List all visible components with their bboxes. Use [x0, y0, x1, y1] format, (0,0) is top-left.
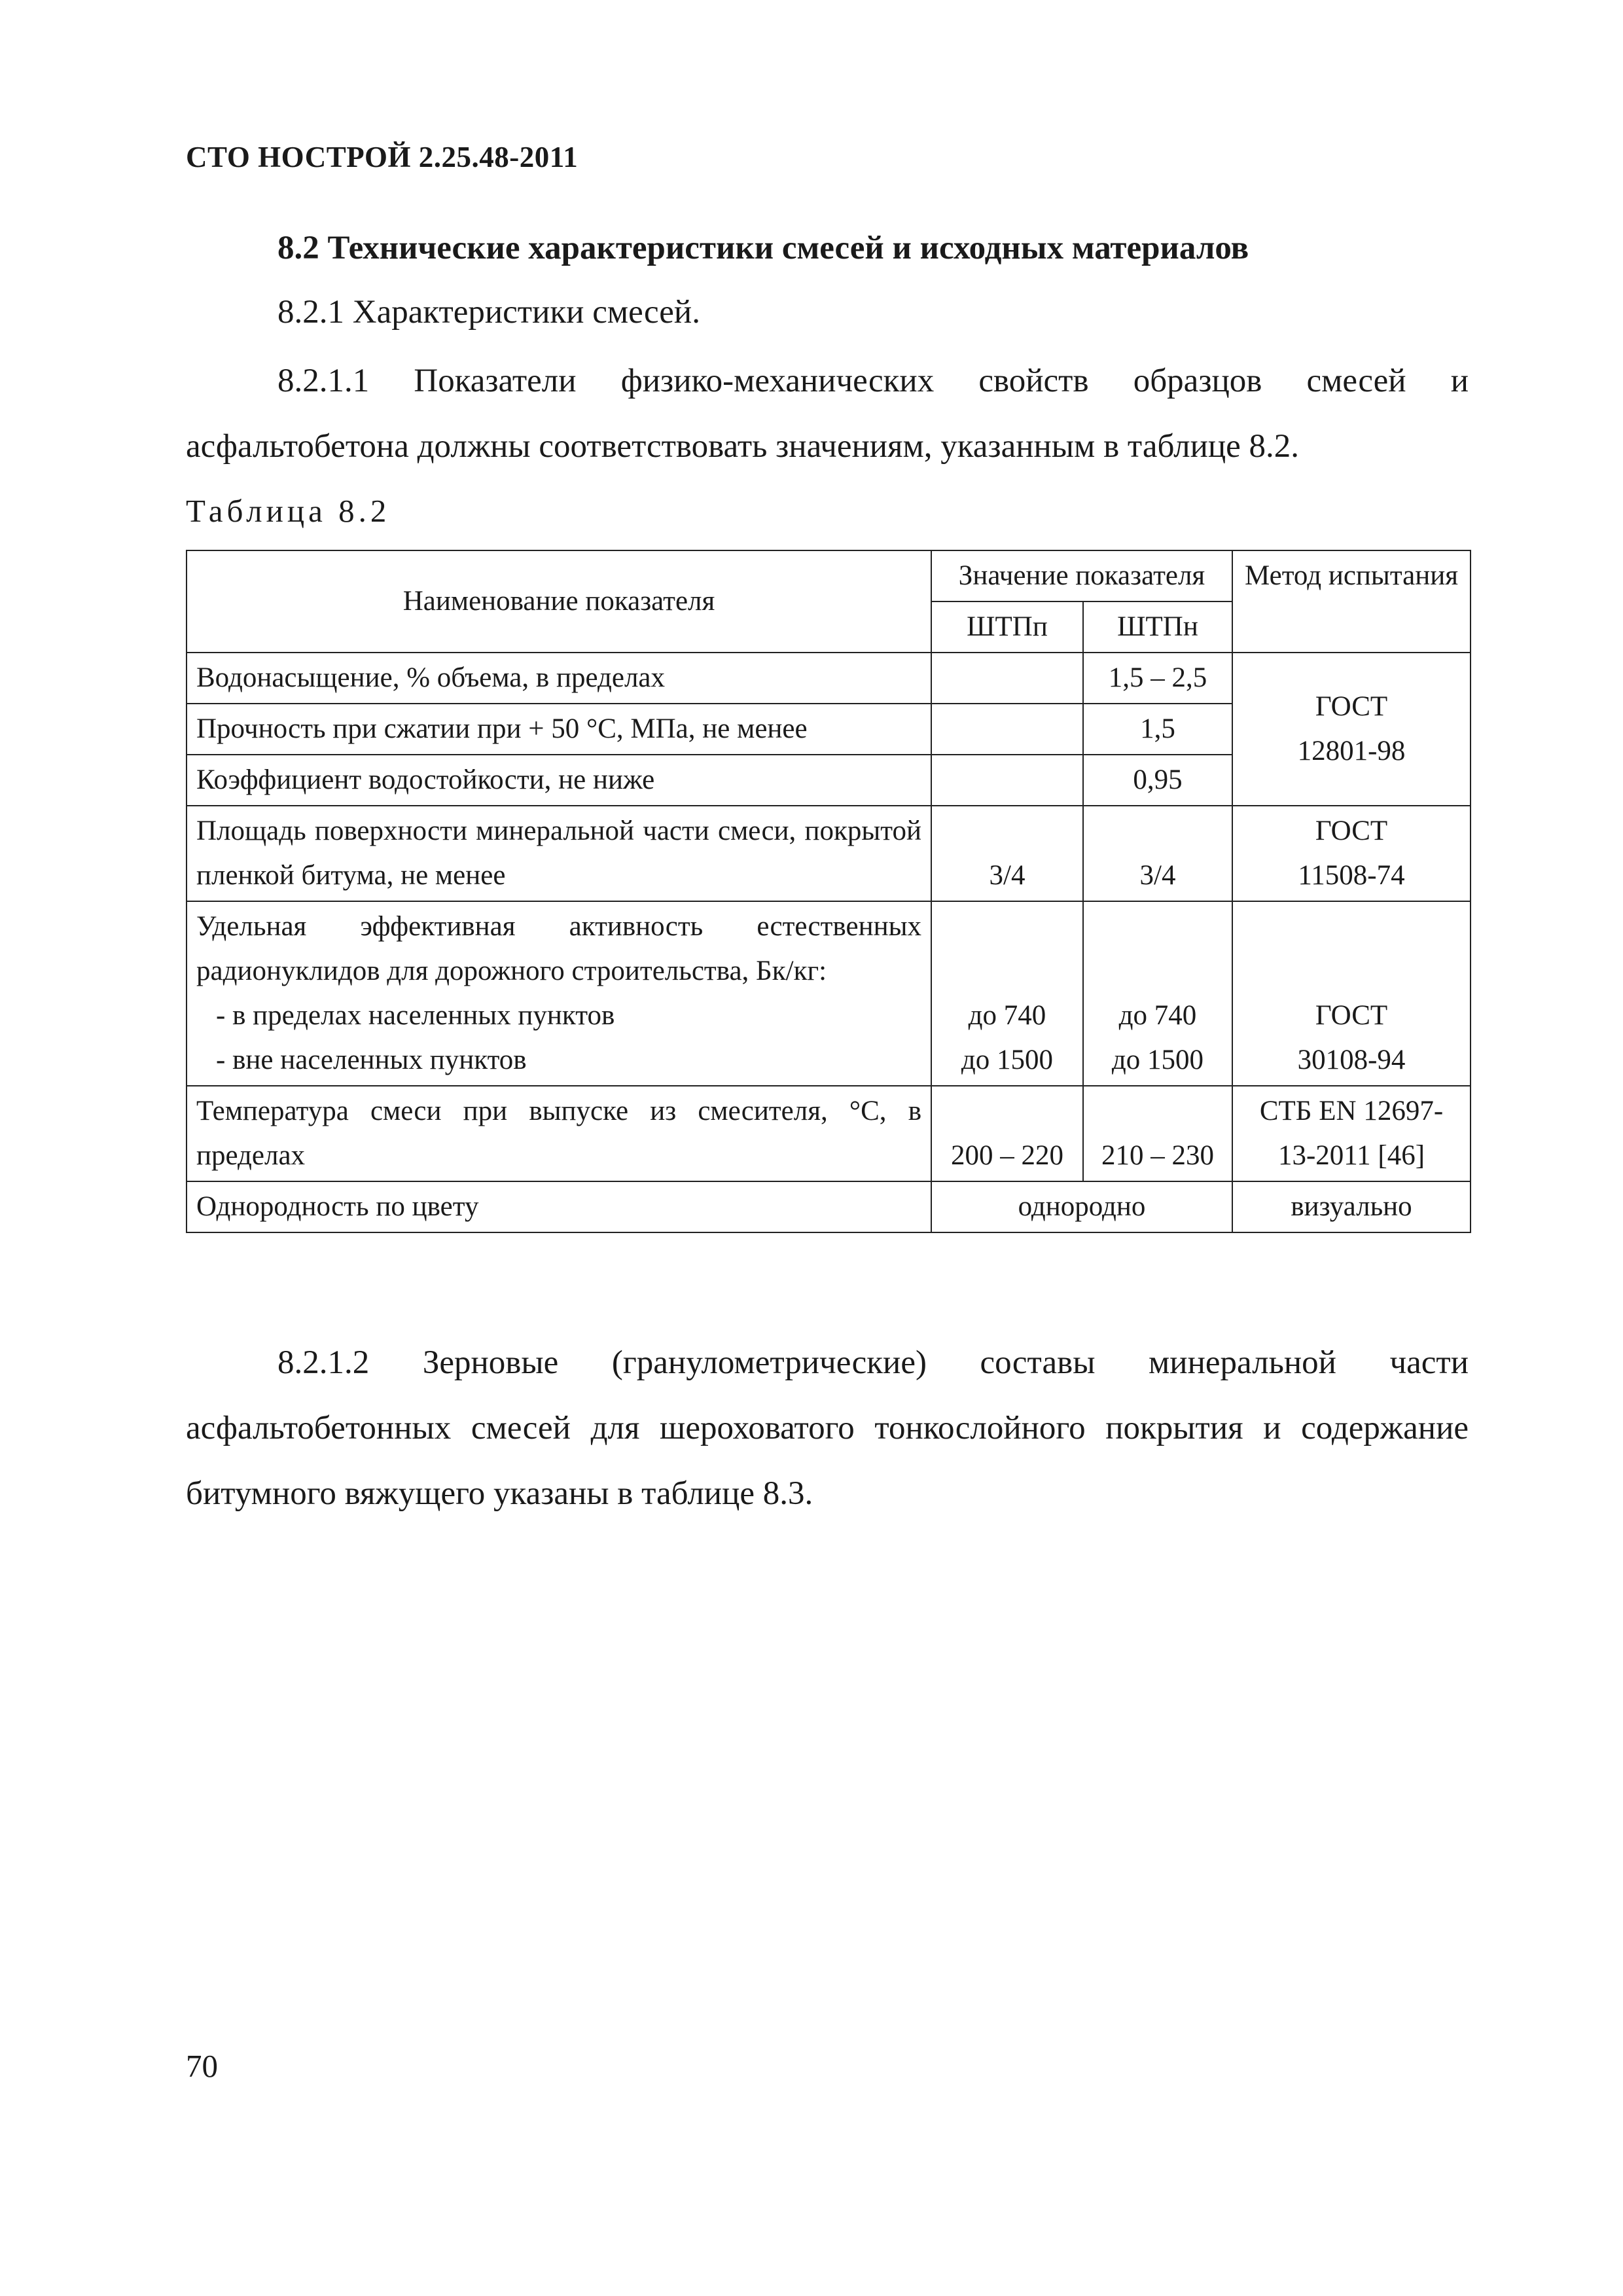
row-value-shtpn: 1,5 [1083, 704, 1232, 755]
header-name: Наименование показателя [187, 550, 931, 653]
table-row [187, 901, 1471, 1086]
table-caption: Таблица 8.2 [186, 493, 391, 529]
row-name: Температура смеси при выпуске из смесителя, °С, в пределах [187, 1086, 931, 1181]
row-value-shtpn [1083, 901, 1232, 1086]
page-number: 70 [186, 2048, 218, 2084]
method-line: ГОСТ [1315, 691, 1388, 722]
header-sub-shtpp: ШТПп [931, 601, 1083, 653]
row-name: Прочность при сжатии при + 50 °С, МПа, не менее [187, 704, 931, 755]
row-value-shtpp [931, 704, 1083, 755]
row-value-shtpn: 1,5 – 2,5 [1083, 653, 1232, 704]
value-line: до 740 [1118, 1000, 1197, 1031]
row-name: Водонасыщение, % объема, в пределах [187, 653, 931, 704]
row-value-shtpp [931, 901, 1083, 1086]
table-row [187, 1086, 1471, 1181]
paragraph-8-2-1-1: 8.2.1.1 Показатели физико-механических свойств образцов смесей и асфальтобетона должны соответствовать значениям, указанным в таблице 8.2. [186, 363, 1469, 465]
value-line: до 1500 [961, 1045, 1054, 1075]
row-value-merged: однородно [931, 1181, 1232, 1232]
row-value-shtpp [931, 755, 1083, 806]
method-line: СТБ EN 12697- [1259, 1096, 1444, 1126]
row-method [1232, 901, 1471, 1086]
method-line: 13-2011 [46] [1277, 1140, 1425, 1171]
subsection-title: 8.2.1 Характеристики смесей. [277, 294, 700, 331]
method-line: ГОСТ [1315, 1000, 1388, 1031]
row-value-shtpn: 0,95 [1083, 755, 1232, 806]
spec-table [186, 550, 1471, 1233]
row-method: визуально [1232, 1181, 1471, 1232]
row-value-shtpn: 3/4 [1083, 806, 1232, 901]
row-value-shtpp: 3/4 [931, 806, 1083, 901]
row-name: Площадь поверхности минеральной части смеси, покрытой пленкой битума, не менее [187, 806, 931, 901]
row-name [187, 901, 931, 1086]
row-value-shtpp [931, 653, 1083, 704]
table-row [187, 1181, 1471, 1232]
value-line: до 1500 [1111, 1045, 1204, 1075]
method-line: 11508-74 [1298, 860, 1405, 891]
header-row [187, 550, 1471, 601]
row-value-shtpn: 210 – 230 [1083, 1086, 1232, 1181]
paragraph-8-2-1-2: 8.2.1.2 Зерновые (гранулометрические) составы минеральной части асфальтобетонных смесей для шероховатого тонкослойного покрытия и содержание битумного вяжущего указаны в таблице 8.3. [186, 1344, 1469, 1512]
value-line: до 740 [968, 1000, 1046, 1031]
row-sub-item: - вне населенных пунктов [216, 1045, 527, 1075]
row-method [1232, 1086, 1471, 1181]
row-name: Коэффициент водостойкости, не ниже [187, 755, 931, 806]
method-line: 12801-98 [1297, 736, 1406, 766]
row-sub-item: - в пределах населенных пунктов [216, 1000, 615, 1031]
document-code: СТО НОСТРОЙ 2.25.48-2011 [186, 141, 579, 173]
section-title: 8.2 Технические характеристики смесей и исходных материалов [277, 230, 1249, 266]
table-row [187, 806, 1471, 901]
row-method [1232, 653, 1471, 806]
row-name-text: Удельная эффективная активность естественных радионуклидов для дорожного строительства, Бк/кг: [196, 911, 921, 986]
header-value: Значение показателя [931, 550, 1232, 601]
header-method: Метод испытания [1232, 550, 1471, 653]
row-value-shtpp: 200 – 220 [931, 1086, 1083, 1181]
row-name: Однородность по цвету [187, 1181, 931, 1232]
method-line: 30108-94 [1297, 1045, 1406, 1075]
row-method [1232, 806, 1471, 901]
method-line: ГОСТ [1315, 816, 1388, 846]
header-sub-shtpn: ШТПн [1083, 601, 1232, 653]
table-row [187, 653, 1471, 704]
